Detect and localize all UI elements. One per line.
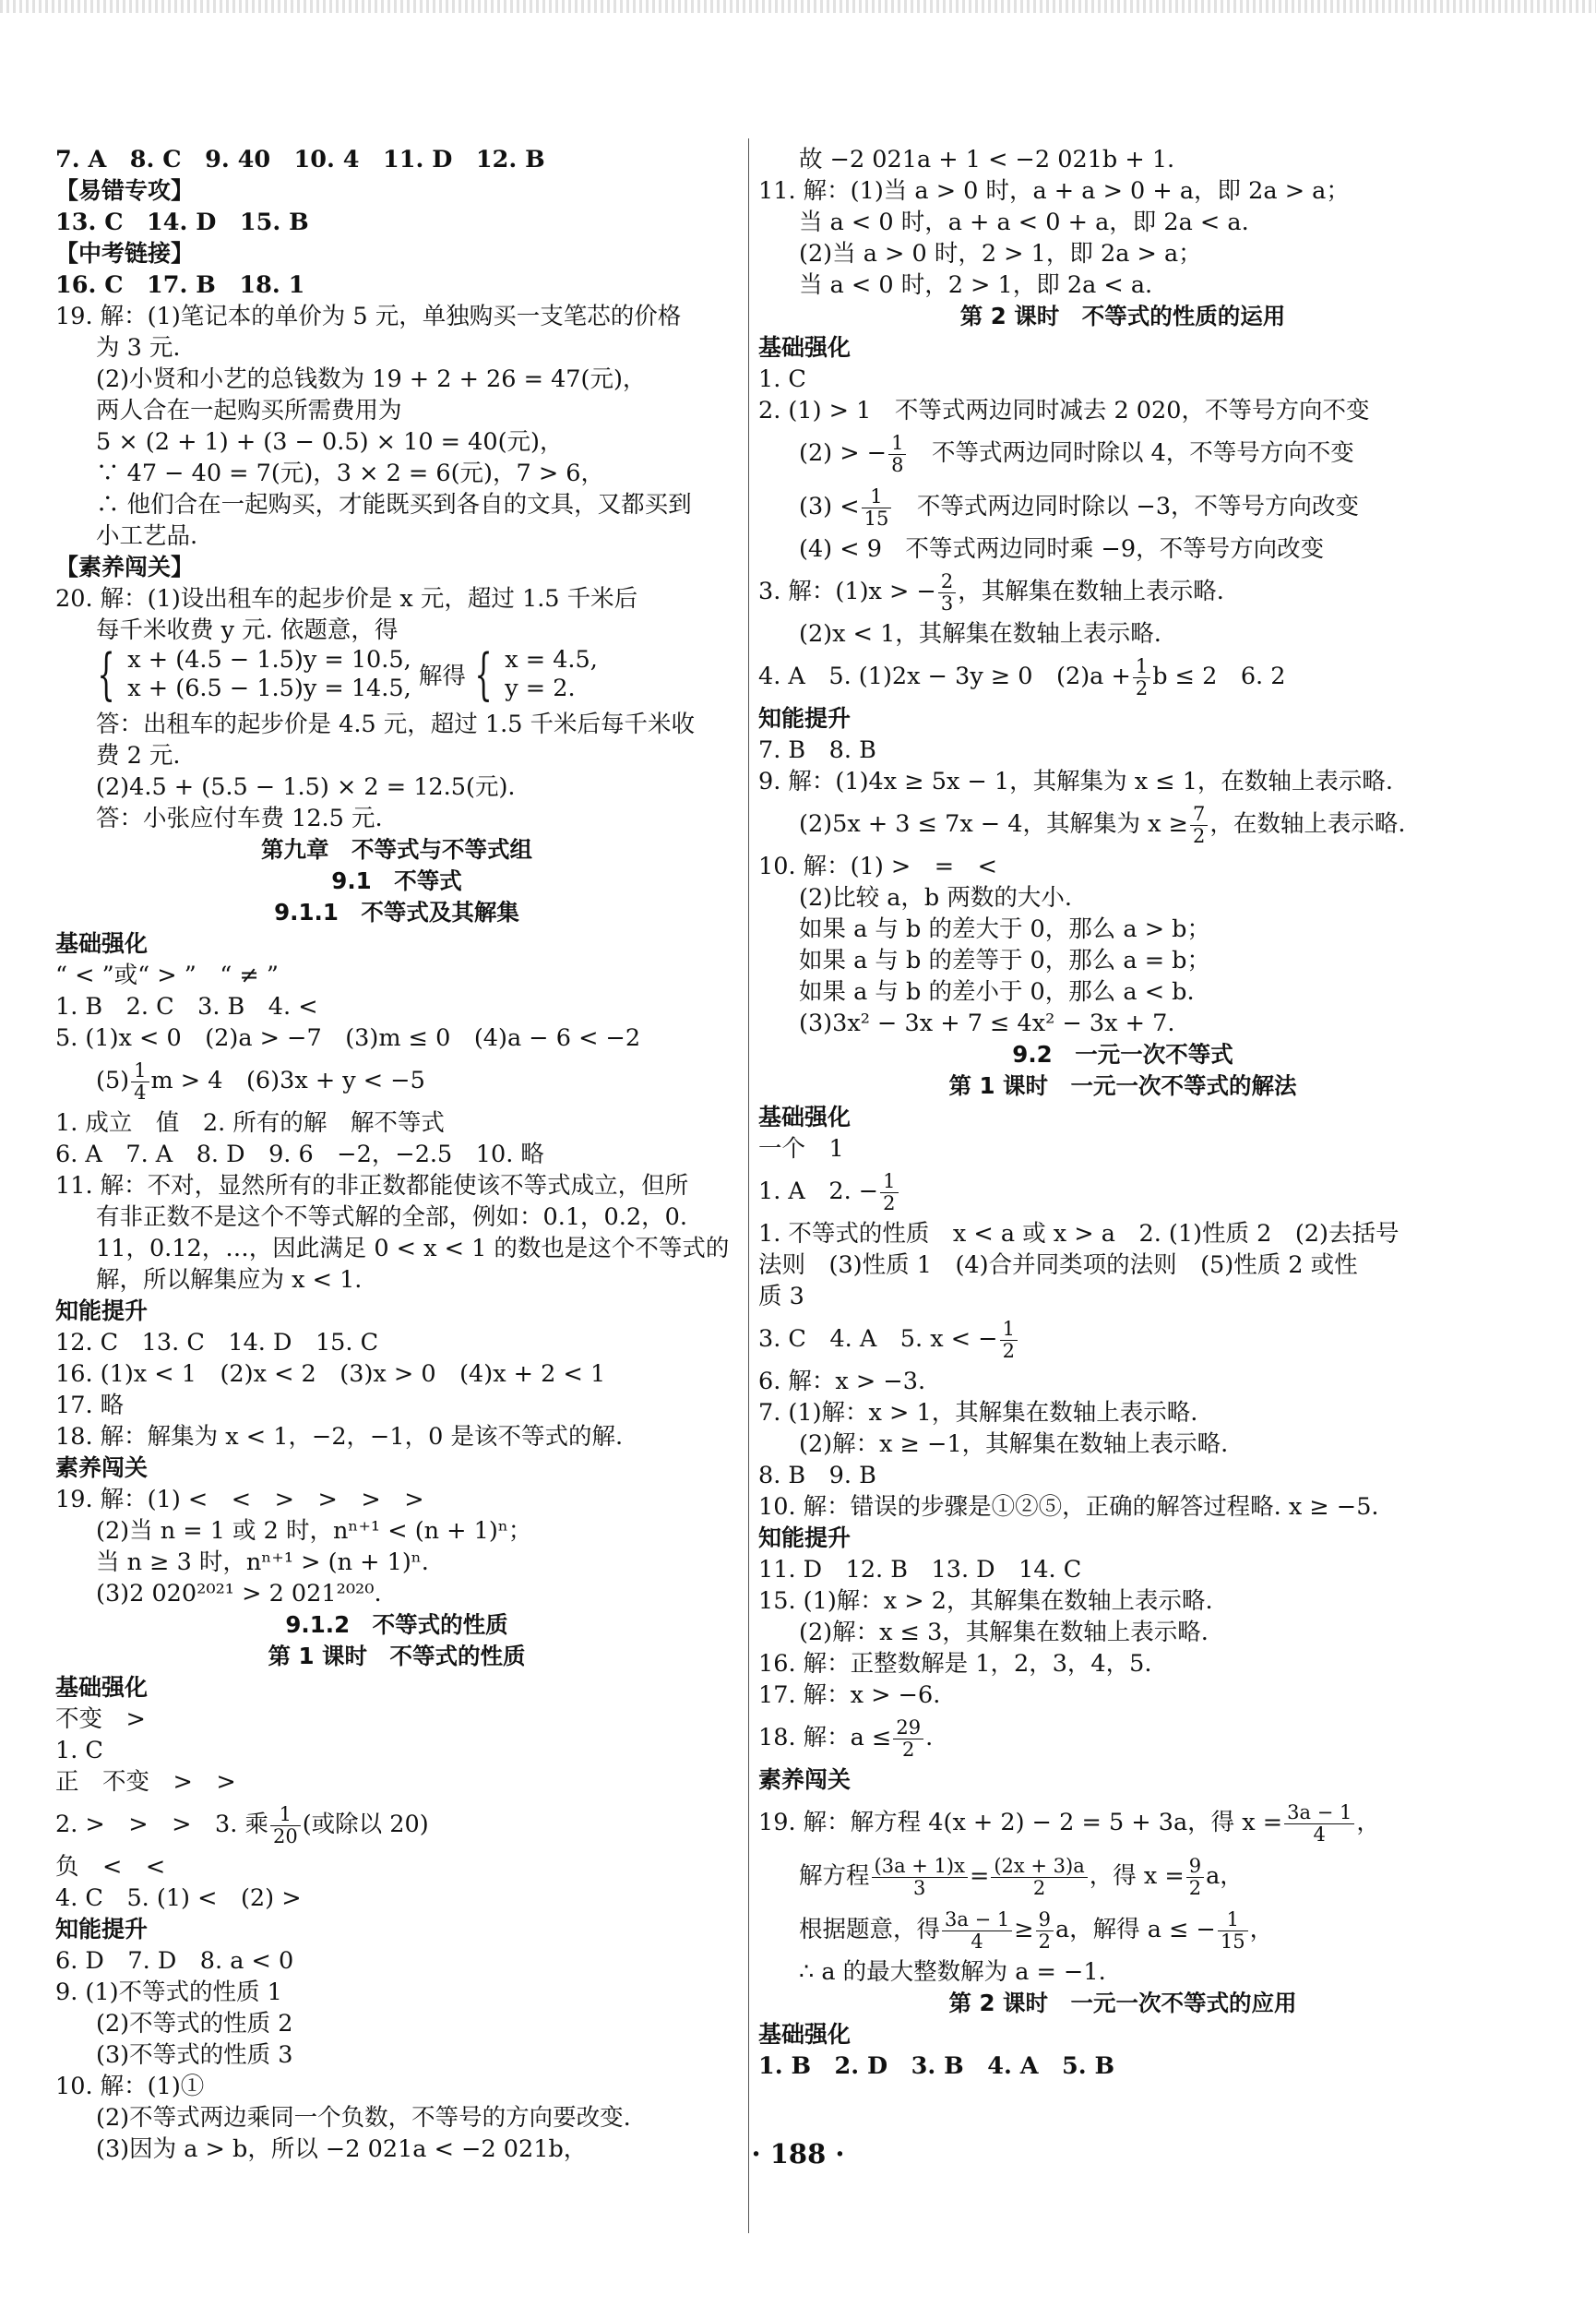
answer-line: 12. C 13. C 14. D 15. C: [55, 1329, 379, 1357]
lesson-title: 第 2 课时 一元一次不等式的应用: [948, 1990, 1297, 2016]
answer-line: 20. 解：(1)设出租车的起步价是 x 元，超过 1.5 千米后: [55, 585, 638, 613]
answer-line: 6. A 7. A 8. D 9. 6 −2，−2.5 10. 略: [55, 1141, 544, 1168]
answer-line: 16. C 17. B 18. 1: [55, 271, 305, 299]
fraction: $\frac{9}{2}$: [1186, 1856, 1204, 1899]
answer-line: (2)x < 1，其解集在数轴上表示略.: [799, 620, 1161, 648]
answer-line: (2)不等式两边乘同一个负数，不等号的方向要改变.: [96, 2104, 631, 2132]
answer-line: (2)比较 a，b 两数的大小.: [799, 884, 1072, 912]
section-label: 素养闯关: [55, 1454, 149, 1481]
answer-line: 6. 解：x > −3.: [758, 1368, 926, 1395]
fraction: $\frac{(2x + 3)a}{2}$: [991, 1856, 1087, 1899]
fraction: $\frac{(3a + 1)x}{3}$: [872, 1856, 968, 1899]
answer-line: 3. C 4. A 5. x < − $\frac{1}{2}$: [758, 1312, 1487, 1366]
subsection-title: 9.1.1 不等式及其解集: [274, 899, 519, 926]
section-label: 基础强化: [55, 1674, 149, 1701]
answer-line: 9. 解：(1)4x ≥ 5x − 1，其解集为 x ≤ 1，在数轴上表示略.: [758, 768, 1394, 795]
equation: x + (6.5 − 1.5)y = 14.5,: [127, 675, 411, 702]
answer-line: (3)因为 a > b，所以 −2 021a < −2 021b，: [96, 2135, 588, 2163]
brace: {: [474, 642, 493, 707]
section-label: 知能提升: [55, 1916, 149, 1942]
answer-line: 19. 解：(1)笔记本的单价为 5 元，单独购买一支笔芯的价格: [55, 303, 682, 330]
section-label: 知能提升: [758, 705, 852, 732]
lesson-title: 第 2 课时 不等式的性质的运用: [959, 303, 1286, 329]
fraction: $\frac{7}{2}$: [1190, 804, 1208, 847]
chapter-title: 第九章 不等式与不等式组: [261, 836, 532, 863]
answer-line: 3. 解：(1)x > − $\frac{2}{3}$ ，其解集在数轴上表示略.: [758, 569, 1224, 615]
fraction: $\frac{3a - 1}{4}$: [942, 1909, 1012, 1953]
answer-line: 如果 a 与 b 的差等于 0，那么 a = b；: [799, 947, 1210, 974]
answer-line: 11. D 12. B 13. D 14. C: [758, 1556, 1082, 1584]
answer-line: 7. (1)解：x > 1，其解集在数轴上表示略.: [758, 1399, 1198, 1427]
fraction: $\frac{1}{15}$: [862, 486, 892, 530]
answer-line: 7. B 8. B: [758, 736, 876, 764]
answer-line: 15. (1)解：x > 2，其解集在数轴上表示略.: [758, 1587, 1213, 1615]
answer-line: (2)解：x ≤ 3，其解集在数轴上表示略.: [799, 1619, 1209, 1646]
answer-line: 17. 解：x > −6.: [758, 1681, 941, 1709]
answer-line: 13. C 14. D 15. B: [55, 209, 309, 236]
answer-line: 两人合在一起购买所需费用为: [96, 397, 402, 424]
answer-line: 1. B 2. D 3. B 4. A 5. B: [758, 2052, 1115, 2080]
section-label: 基础强化: [758, 2021, 852, 2048]
answer-line: (5) $\frac{1}{4}$ m > 4 (6)3x + y < −5: [96, 1058, 425, 1104]
answer-line: 11. 解：(1)当 a > 0 时，a + a > 0 + a，即 2a > a；: [758, 177, 1350, 205]
answer-line: 1. B 2. C 3. B 4. <: [55, 993, 318, 1021]
answer-line: (3)2 020²⁰²¹ > 2 021²⁰²⁰.: [96, 1580, 382, 1608]
system-left: [127, 646, 411, 703]
brace: {: [97, 642, 115, 707]
answer-line: 当 a < 0 时，2 > 1，即 2a < a.: [799, 271, 1153, 299]
lesson-title: 第 1 课时 不等式的性质: [268, 1643, 526, 1669]
answer-line: 如果 a 与 b 的差小于 0，那么 a < b.: [799, 978, 1195, 1006]
answer-line: 1. C: [758, 365, 806, 393]
page-number: · 188 ·: [751, 2138, 845, 2170]
answer-line: 1. 不等式的性质 x < a 或 x > a 2. (1)性质 2 (2)去括号: [758, 1220, 1399, 1248]
answer-line: 一个 1: [758, 1135, 844, 1163]
answer-line: (4) < 9 不等式两边同时乘 −9，不等号方向改变: [799, 535, 1325, 563]
answer-line: 10. 解：(1) > = <: [758, 853, 997, 880]
answer-line: 如果 a 与 b 的差大于 0，那么 a > b；: [799, 915, 1210, 943]
answer-line: 19. 解：(1) < < > > > >: [55, 1486, 424, 1513]
system-right: [505, 646, 598, 703]
answer-line: 9. (1)不等式的性质 1: [55, 1978, 282, 2006]
section-label: 基础强化: [55, 930, 149, 957]
answer-line: 质 3: [758, 1283, 804, 1310]
answer-line: 有非正数不是这个不等式解的全部，例如：0.1，0.2，0.: [96, 1203, 687, 1231]
equation: x + (4.5 − 1.5)y = 10.5,: [127, 646, 411, 674]
answer-line: 根据题意，得 $\frac{3a - 1}{4}$ ≥ $\frac{9}{2}$ a，解得 a ≤ − $\frac{1}{15}$ ，: [799, 1907, 1274, 1953]
answer-line: 16. 解：正整数解是 1，2，3，4，5.: [758, 1650, 1152, 1678]
answer-line: 2. > > > 3. 乘 $\frac{1}{20}$ (或除以 20): [55, 1802, 429, 1847]
fraction: $\frac{1}{8}$: [888, 433, 906, 476]
answer-line: 每千米收费 y 元. 依题意，得: [96, 616, 399, 644]
answer-line: 5. (1)x < 0 (2)a > −7 (3)m ≤ 0 (4)a − 6 < −2: [55, 1024, 641, 1052]
answer-line: 5 × (2 + 1) + (3 − 0.5) × 10 = 40(元)，: [96, 428, 564, 456]
answer-line: 17. 略: [55, 1392, 125, 1419]
answer-line: ∴ 他们合在一起购买，才能既买到各自的文具，又都买到: [96, 491, 692, 519]
equation: y = 2.: [505, 675, 576, 702]
answer-line: 小工艺品.: [96, 522, 198, 550]
fraction: $\frac{1}{20}$: [270, 1804, 301, 1847]
answer-line: 2. (1) > 1 不等式两边同时减去 2 020，不等号方向不变: [758, 397, 1370, 424]
answer-line: (2)解：x ≥ −1，其解集在数轴上表示略.: [799, 1430, 1229, 1458]
answer-line: ∴ a 的最大整数解为 a = −1.: [799, 1958, 1106, 1986]
column-divider: [748, 138, 749, 2233]
answer-line: 4. C 5. (1) < (2) >: [55, 1884, 302, 1912]
answer-line: 费 2 元.: [96, 742, 181, 770]
fraction: $\frac{9}{2}$: [1036, 1909, 1054, 1953]
answer-line: 4. A 5. (1)2x − 3y ≥ 0 (2)a + $\frac{1}{2}$ b ≤ 2 6. 2: [758, 654, 1286, 699]
subsection-title: 9.1.2 不等式的性质: [285, 1611, 508, 1638]
answer-line: (3) < $\frac{1}{15}$ 不等式两边同时除以 −3，不等号方向改变: [799, 484, 1360, 530]
answer-line: (2)不等式的性质 2: [96, 2010, 293, 2038]
answer-line: 1. 成立 值 2. 所有的解 解不等式: [55, 1109, 445, 1137]
section-label: 基础强化: [758, 334, 852, 361]
answer-line: 答：小张应付车费 12.5 元.: [96, 805, 383, 832]
answer-line: (3)3x² − 3x + 7 ≤ 4x² − 3x + 7.: [799, 1010, 1175, 1037]
answer-line: (2)4.5 + (5.5 − 1.5) × 2 = 12.5(元).: [96, 773, 516, 801]
answer-line: 1. A 2. − $\frac{1}{2}$: [758, 1165, 1487, 1218]
answer-line: 解方程 $\frac{(3a + 1)x}{3}$ = $\frac{(2x + 3)a}{2}$ ，得 x = $\frac{9}{2}$ a，: [799, 1854, 1244, 1899]
fraction: $\frac{1}{2}$: [1000, 1319, 1018, 1362]
answer-line: 18. 解：解集为 x < 1，−2，−1，0 是该不等式的解.: [55, 1423, 624, 1451]
fraction: $\frac{29}{2}$: [893, 1717, 923, 1761]
left-column: [55, 144, 738, 2165]
section-label: 知能提升: [758, 1524, 852, 1551]
answer-line: 解，所以解集应为 x < 1.: [96, 1266, 363, 1294]
answer-line: (2) > − $\frac{1}{8}$ 不等式两边同时除以 4，不等号方向不变: [799, 431, 1354, 476]
answer-line: 6. D 7. D 8. a < 0: [55, 1947, 294, 1975]
answer-line: 正 不变 > >: [55, 1768, 236, 1796]
answer-line: 19. 解：解方程 4(x + 2) − 2 = 5 + 3a，得 x = $\frac{3a - 1}{4}$ ，: [758, 1800, 1380, 1846]
section-label: 【中考链接】: [55, 240, 195, 267]
answer-line: 10. 解：错误的步骤是①②⑤，正确的解答过程略. x ≥ −5.: [758, 1493, 1379, 1521]
section-title: 9.2 一元一次不等式: [1012, 1041, 1233, 1068]
section-label: 【素养闯关】: [55, 554, 195, 580]
answer-line: 11. 解：不对，显然所有的非正数都能使该不等式成立，但所: [55, 1172, 689, 1200]
answer-line: (2)5x + 3 ≤ 7x − 4，其解集为 x ≥ $\frac{7}{2}$ ，在数轴上表示略.: [799, 802, 1406, 847]
answer-line: (2)当 a > 0 时，2 > 1，即 2a > a；: [799, 240, 1202, 268]
answer-line: (3)不等式的性质 3: [96, 2041, 293, 2069]
answer-line: 不变 >: [55, 1705, 146, 1733]
answer-line: (2)小贤和小艺的总钱数为 19 + 2 + 26 = 47(元)，: [96, 365, 647, 393]
answer-line: 当 a < 0 时，a + a < 0 + a，即 2a < a.: [799, 209, 1249, 236]
section-label: 基础强化: [758, 1104, 852, 1130]
answer-line: 18. 解：a ≤ $\frac{29}{2}$ .: [758, 1715, 934, 1761]
section-title: 9.1 不等式: [331, 867, 462, 894]
section-label: 知能提升: [55, 1297, 149, 1324]
answer-line: 法则 (3)性质 1 (4)合并同类项的法则 (5)性质 2 或性: [758, 1251, 1358, 1279]
answer-line: (2)当 n = 1 或 2 时，nⁿ⁺¹ < (n + 1)ⁿ；: [96, 1517, 532, 1545]
answer-line: 16. (1)x < 1 (2)x < 2 (3)x > 0 (4)x + 2 < 1: [55, 1360, 606, 1388]
answer-line: 为 3 元.: [96, 334, 181, 362]
answer-line: 7. A 8. C 9. 40 10. 4 11. D 12. B: [55, 146, 545, 173]
fraction: $\frac{1}{2}$: [1133, 656, 1150, 699]
section-label: 【易错专攻】: [55, 177, 195, 204]
fraction: $\frac{3a - 1}{4}$: [1284, 1802, 1354, 1846]
answer-line: 8. B 9. B: [758, 1462, 876, 1489]
solve-text: 解得: [418, 663, 466, 690]
answer-line: 10. 解：(1)①: [55, 2073, 205, 2100]
equation-system: [55, 642, 738, 709]
answer-line: 负 < <: [55, 1853, 166, 1881]
answer-line: “ < ”或“ > ” “ ≠ ”: [55, 962, 279, 989]
fraction: $\frac{1}{15}$: [1218, 1909, 1248, 1953]
scan-edge: [0, 0, 1596, 13]
lesson-title: 第 1 课时 一元一次不等式的解法: [948, 1072, 1297, 1099]
answer-line: 答：出租车的起步价是 4.5 元，超过 1.5 千米后每千米收: [96, 711, 696, 738]
section-label: 素养闯关: [758, 1766, 852, 1793]
answer-line: ∵ 47 − 40 = 7(元)，3 × 2 = 6(元)，7 > 6，: [96, 460, 605, 487]
answer-line: 当 n ≥ 3 时，nⁿ⁺¹ > (n + 1)ⁿ.: [96, 1548, 429, 1576]
fraction: $\frac{1}{4}$: [131, 1060, 149, 1104]
right-column: [758, 144, 1487, 2082]
equation: x = 4.5,: [505, 646, 598, 674]
answer-line: 故 −2 021a + 1 < −2 021b + 1.: [799, 146, 1175, 173]
fraction: $\frac{2}{3}$: [938, 571, 956, 615]
fraction: $\frac{1}{2}$: [880, 1171, 898, 1214]
answer-line: 1. C: [55, 1737, 103, 1764]
answer-line: 11，0.12，…，因此满足 0 < x < 1 的数也是这个不等式的: [96, 1235, 730, 1262]
